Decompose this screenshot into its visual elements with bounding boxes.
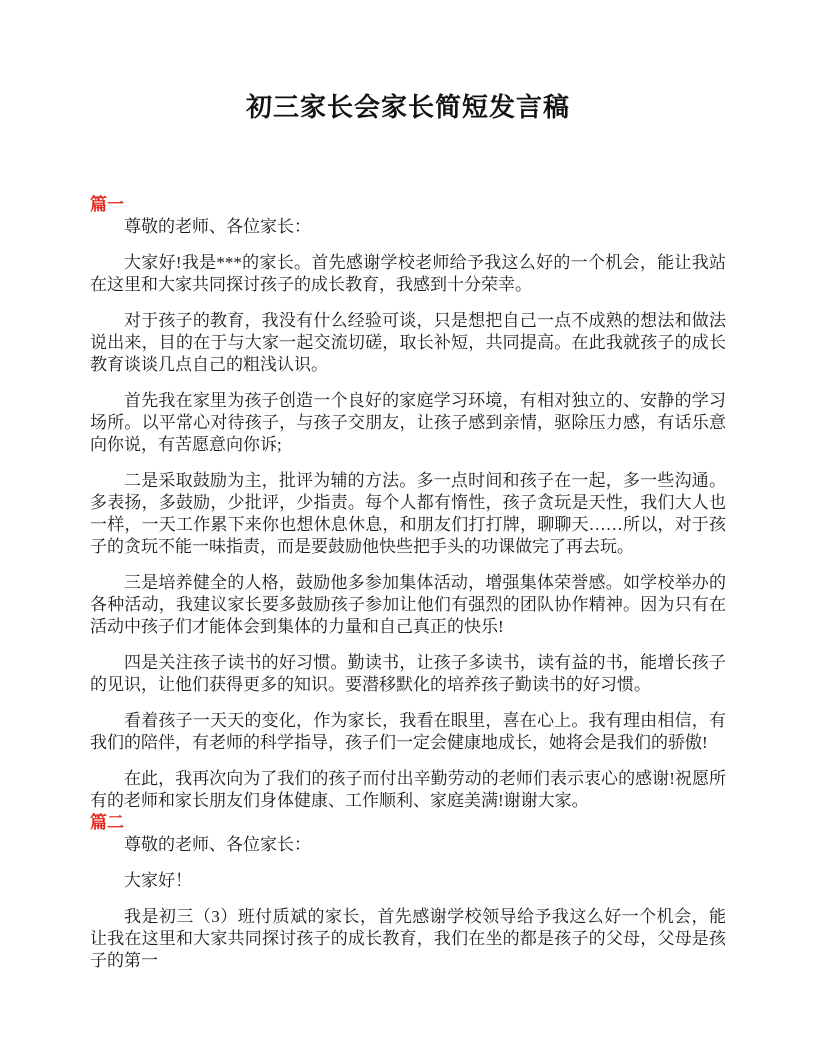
section-heading: 篇二: [90, 813, 124, 832]
paragraph: 尊敬的老师、各位家长：: [124, 217, 311, 236]
paragraph: 首先我在家里为孩子创造一个良好的家庭学习环境，有相对独立的、安静的学习场所。以平常心对待孩子，与孩子交朋友，让孩子感到亲情，驱除压力感，有话乐意向你说，有苦愿意向你诉;: [90, 391, 726, 454]
paragraph: 在此，我再次向为了我们的孩子而付出辛勤劳动的老师们表示衷心的感谢!祝愿所有的老师和家长朋友们身体健康、工作顺利、家庭美满!谢谢大家。: [90, 769, 726, 810]
speech-section: [90, 812, 726, 972]
paragraph: 大家好!我是***的家长。首先感谢学校老师给予我这么好的一个机会，能让我站在这里和大家共同探讨孩子的成长教育，我感到十分荣幸。: [90, 253, 726, 294]
document-body: [90, 194, 726, 972]
paragraph: 看着孩子一天天的变化，作为家长，我看在眼里，喜在心上。我有理由相信，有我们的陪伴，有老师的科学指导，孩子们一定会健康地成长，她将会是我们的骄傲!: [90, 711, 726, 752]
paragraph: 大家好！: [124, 871, 192, 890]
paragraph: 对于孩子的教育，我没有什么经验可谈，只是想把自己一点不成熟的想法和做法说出来，目的在于与大家一起交流切磋，取长补短，共同提高。在此我就孩子的成长教育谈谈几点自己的粗浅认识。: [90, 311, 726, 374]
paragraph: 三是培养健全的人格，鼓励他多参加集体活动，增强集体荣誉感。如学校举办的各种活动，我建议家长要多鼓励孩子参加让他们有强烈的团队协作精神。因为只有在活动中孩子们才能体会到集体的力量和自己真正的快乐!: [90, 573, 726, 636]
paragraph: 四是关注孩子读书的好习惯。勤读书，让孩子多读书，读有益的书，能增长孩子的见识，让他们获得更多的知识。要潜移默化的培养孩子勤读书的好习惯。: [90, 653, 726, 694]
speech-section: [90, 194, 726, 812]
section-heading: 篇一: [90, 195, 124, 214]
document-title: 初三家长会家长简短发言稿: [245, 93, 570, 122]
paragraph: 尊敬的老师、各位家长：: [124, 835, 311, 854]
paragraph: 二是采取鼓励为主，批评为辅的方法。多一点时间和孩子在一起，多一些沟通。多表扬，多鼓励，少批评，少指责。每个人都有惰性，孩子贪玩是天性，我们大人也一样，一天工作累下来你也想休息休息，和朋友们打打牌，聊聊天……所以，对于孩子的贪玩不能一味指责，而是要鼓励他快些把手头的功课做完了再去玩。: [90, 471, 726, 556]
paragraph: 我是初三（3）班付质斌的家长，首先感谢学校领导给予我这么好一个机会，能让我在这里和大家共同探讨孩子的成长教育，我们在坐的都是孩子的父母，父母是孩子的第一: [90, 907, 726, 970]
